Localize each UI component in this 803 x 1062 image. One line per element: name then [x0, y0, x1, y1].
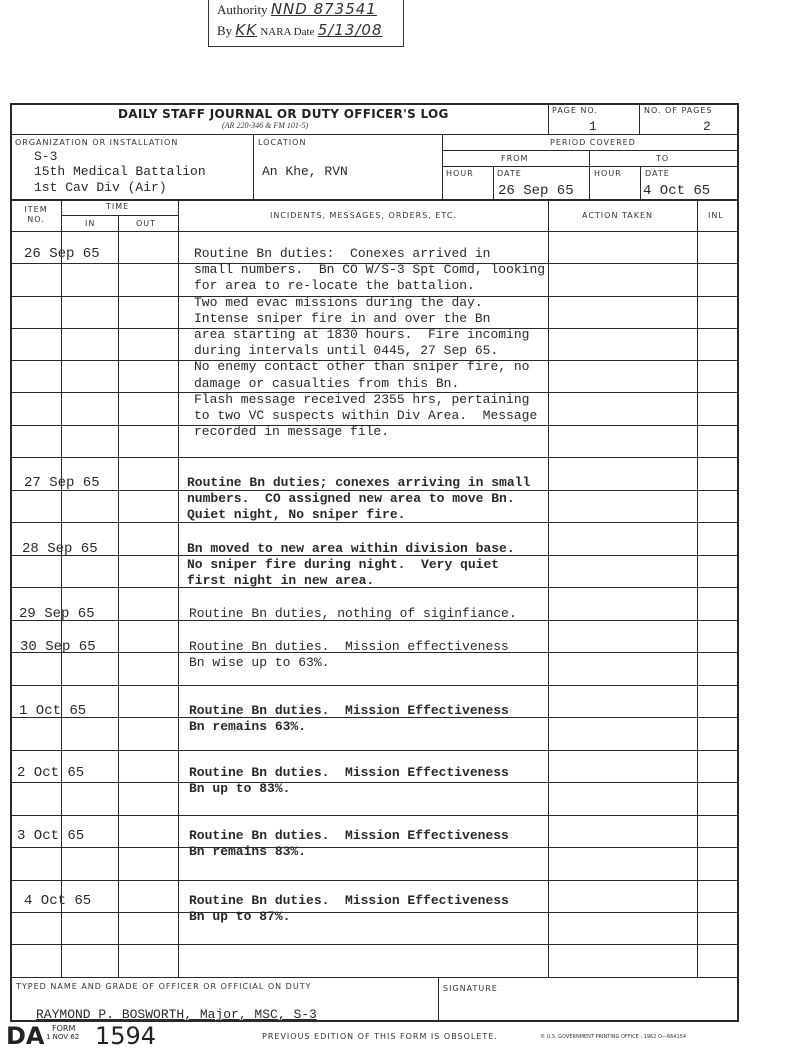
- no-of-pages-label: NO. OF PAGES: [644, 106, 713, 115]
- by-label: By: [217, 23, 233, 38]
- grid-row-line: [10, 880, 738, 881]
- to-hour-label: HOUR: [594, 169, 622, 178]
- grid-row-line: [10, 457, 738, 458]
- divider: [442, 166, 738, 167]
- from-date-value: 26 Sep 65: [498, 183, 574, 199]
- form-date: 1 NOV 62: [46, 1033, 80, 1041]
- to-date-label: DATE: [645, 169, 670, 178]
- entry-date: 29 Sep 65: [19, 606, 95, 622]
- entry-text: Routine Bn duties. Mission Effectiveness Bn remains 63%.: [189, 703, 509, 735]
- signature-field: [442, 994, 732, 1018]
- form-number: 1594: [95, 1022, 157, 1050]
- time-header: TIME: [106, 202, 130, 211]
- divider: [438, 977, 439, 1021]
- to-label: TO: [656, 154, 670, 163]
- location-label: LOCATION: [258, 138, 307, 147]
- organization-line-2: 15th Medical Battalion: [34, 164, 206, 179]
- officer-label: TYPED NAME AND GRADE OF OFFICER OR OFFICIAL ON DUTY: [16, 982, 312, 991]
- inl-header: INL: [708, 211, 724, 220]
- grid-row-line: [10, 944, 738, 945]
- entry-date: 2 Oct 65: [17, 765, 85, 781]
- entry-text: Routine Bn duties. Mission effectiveness Bn wise up to 63%.: [189, 639, 509, 671]
- form-word: FORM: [52, 1024, 76, 1033]
- entry-text: Routine Bn duties. Mission Effectiveness Bn up to 83%.: [189, 765, 509, 797]
- item-no-label: ITEM NO.: [24, 205, 48, 224]
- in-header: IN: [85, 219, 96, 228]
- form-da: DA: [6, 1022, 45, 1050]
- declassification-stamp: [208, 0, 404, 47]
- divider: [61, 215, 178, 216]
- grid-col: [178, 200, 179, 977]
- out-header: OUT: [136, 219, 157, 228]
- entry-date: 27 Sep 65: [24, 475, 100, 491]
- action-taken-header: ACTION TAKEN: [582, 211, 654, 220]
- entry-date: 1 Oct 65: [19, 703, 87, 719]
- divider: [10, 134, 738, 135]
- nara-line: [217, 21, 383, 39]
- divider: [253, 134, 254, 199]
- authority-label: Authority: [217, 2, 268, 17]
- from-label: FROM: [501, 154, 529, 163]
- divider: [442, 150, 738, 151]
- grid-row-line: [10, 815, 738, 816]
- to-date-value: 4 Oct 65: [643, 183, 711, 199]
- organization-line-1: S-3: [34, 149, 58, 164]
- grid-col: [118, 215, 119, 977]
- page-no: 1: [589, 119, 597, 134]
- period-covered-label: PERIOD COVERED: [550, 138, 636, 147]
- printing-office: ® U.S. GOVERNMENT PRINTING OFFICE : 1962 O—664154: [540, 1034, 687, 1040]
- entry-text: Routine Bn duties. Mission Effectiveness Bn remains 83%.: [189, 828, 509, 860]
- signature-label: SIGNATURE: [443, 984, 498, 993]
- border-left: [10, 103, 12, 1022]
- form-subtitle: (AR 220-346 & FM 101-5): [222, 121, 309, 130]
- entry-text: Routine Bn duties. Mission Effectiveness Bn up to 87%.: [189, 893, 509, 925]
- incidents-header: INCIDENTS, MESSAGES, ORDERS, ETC.: [270, 211, 457, 220]
- grid-row-line: [10, 750, 738, 751]
- divider: [589, 150, 590, 199]
- page-no-label: PAGE NO.: [552, 106, 598, 115]
- item-no-header: [24, 205, 48, 225]
- entry-text: Routine Bn duties; conexes arriving in small numbers. CO assigned new area to move Bn. Quiet night, No sniper fire.: [187, 475, 531, 523]
- entry-text: Routine Bn duties, nothing of siginfiance.: [189, 606, 517, 621]
- nara-date-label: NARA Date: [260, 26, 315, 38]
- from-date-label: DATE: [497, 169, 522, 178]
- entry-date: 28 Sep 65: [22, 541, 98, 557]
- entry-date: 3 Oct 65: [17, 828, 85, 844]
- divider: [10, 199, 738, 201]
- grid-row-line: [10, 231, 738, 232]
- divider: [548, 103, 549, 135]
- form-title: DAILY STAFF JOURNAL OR DUTY OFFICER'S LOG: [118, 107, 449, 121]
- location-value: An Khe, RVN: [262, 164, 348, 179]
- entry-text: Routine Bn duties: Conexes arrived in small numbers. Bn CO W/S-3 Spt Comd, looking for area to re-locate the battalion. Two med evac missions during the day. Intense sniper fire in and over the Bn area starting at 1830 hours. Fire incoming during intervals until 0445, 27 Sep 65. No enemy contact other than sniper fire, no damage or casualties from this Bn. Flash message received 2355 hrs, pertaining to two VC suspects within Div Area. Message recorded in message file.: [194, 246, 546, 440]
- organization-line-3: 1st Cav Div (Air): [34, 180, 167, 195]
- grid-col: [697, 200, 698, 977]
- authority-value: NND 873541: [270, 0, 377, 18]
- border-top: [10, 103, 738, 105]
- nara-date-value: 5/13/08: [317, 21, 383, 39]
- authority-line: [217, 0, 377, 18]
- entry-date: 4 Oct 65: [24, 893, 92, 909]
- divider: [493, 166, 494, 199]
- divider: [10, 977, 738, 978]
- divider: [640, 166, 641, 199]
- entry-date: 30 Sep 65: [20, 639, 96, 655]
- organization-label: ORGANIZATION OR INSTALLATION: [15, 138, 179, 147]
- grid-col: [61, 200, 62, 977]
- officer-name: RAYMOND P. BOSWORTH, Major, MSC, S-3: [36, 1007, 317, 1022]
- entry-date: 26 Sep 65: [24, 246, 100, 262]
- obsolete-notice: PREVIOUS EDITION OF THIS FORM IS OBSOLETE.: [262, 1032, 498, 1041]
- no-of-pages: 2: [703, 119, 711, 134]
- border-right: [737, 103, 739, 1022]
- entry-text: Bn moved to new area within division base. No sniper fire during night. Very quiet first night in new area.: [187, 541, 515, 589]
- grid-col: [548, 200, 549, 977]
- divider: [639, 103, 640, 135]
- grid-row-line: [10, 685, 738, 686]
- by-initials: KK: [235, 21, 258, 39]
- from-hour-label: HOUR: [446, 169, 474, 178]
